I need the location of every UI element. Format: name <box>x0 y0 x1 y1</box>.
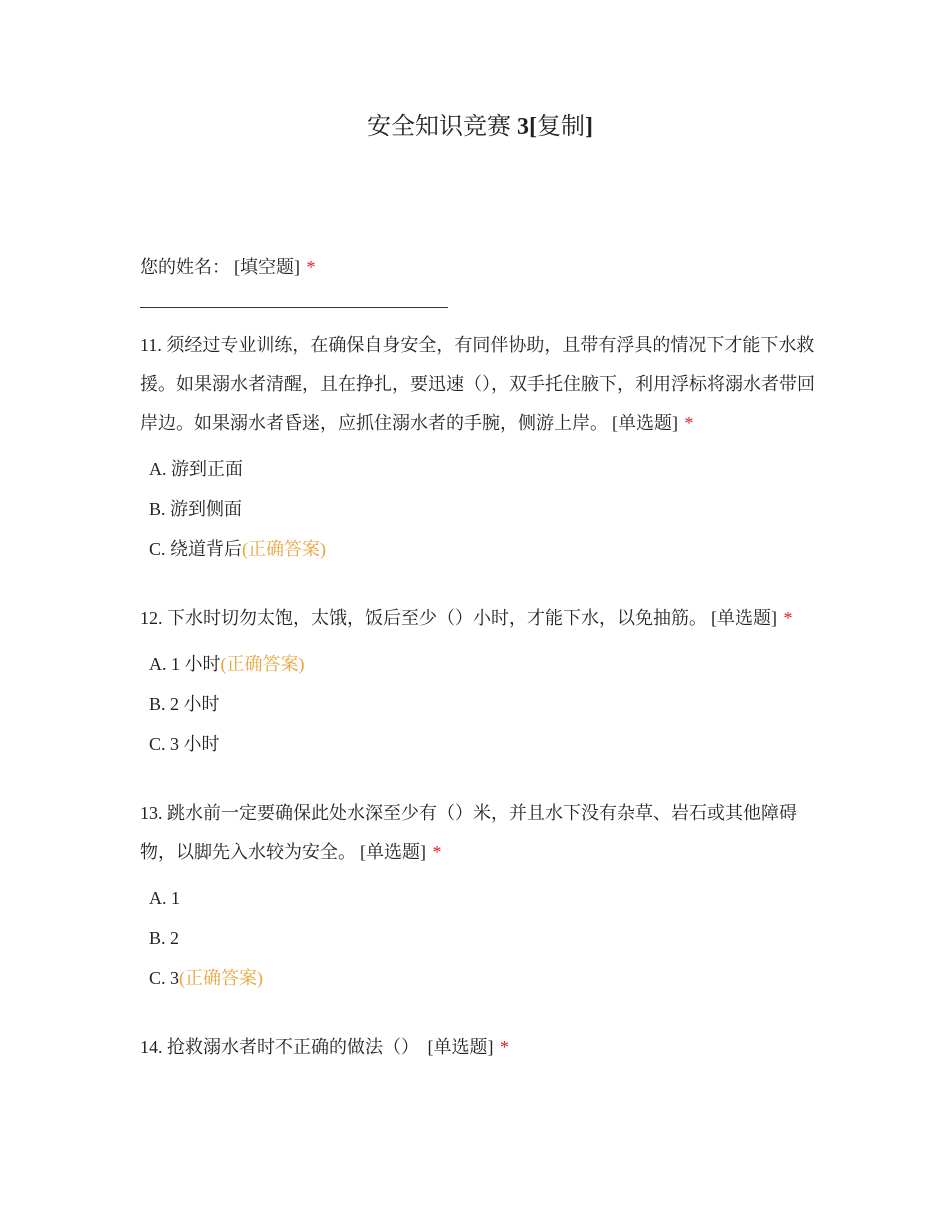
option-c[interactable] <box>149 958 815 998</box>
title-end: ] <box>585 114 593 140</box>
option-a[interactable] <box>149 449 815 489</box>
option-label: C. 3 小时 <box>149 734 220 754</box>
question-text <box>140 794 815 872</box>
option-b[interactable] <box>149 918 815 958</box>
option-c[interactable] <box>149 724 815 764</box>
name-question-text <box>140 248 815 287</box>
question-stem: 11. 须经过专业训练，在确保自身安全，有同伴协助，且带有浮具的情况下才能下水救援。如果溺水者清醒，且在挣扎，要迅速（），双手托住腋下，利用浮标将溺水者带回岸边。如果溺水者昏迷，应抓住溺水者的手腕，侧游上岸。 <box>140 335 815 433</box>
survey-content <box>140 248 815 1097</box>
correct-answer-note: (正确答案) <box>220 654 305 674</box>
name-input-line[interactable] <box>140 307 448 308</box>
question-text <box>140 1028 815 1067</box>
required-mark: * <box>500 1037 509 1057</box>
option-list <box>149 449 815 569</box>
required-mark: * <box>783 608 793 628</box>
required-mark: * <box>306 257 316 277</box>
option-label: B. 2 <box>149 928 180 948</box>
option-b[interactable] <box>149 684 815 724</box>
name-label: 您的姓名： <box>140 257 230 277</box>
required-mark: * <box>432 842 442 862</box>
question-13 <box>140 794 815 998</box>
option-label: B. 游到侧面 <box>149 499 243 519</box>
question-text <box>140 326 815 443</box>
question-type-tag: [单选题] <box>711 608 777 628</box>
option-list <box>149 878 815 998</box>
option-label: A. 1 小时 <box>149 654 221 674</box>
correct-answer-note: (正确答案) <box>242 539 327 559</box>
option-c[interactable] <box>149 529 815 569</box>
question-14 <box>140 1028 815 1067</box>
option-label: B. 2 小时 <box>149 694 220 714</box>
option-a[interactable] <box>149 878 815 918</box>
question-type-tag: [单选题] <box>427 1037 494 1057</box>
question-11 <box>140 326 815 569</box>
name-question <box>140 248 815 308</box>
option-label: C. 3 <box>149 968 180 988</box>
option-label: A. 1 <box>149 888 180 908</box>
question-type-tag: [单选题] <box>360 842 426 862</box>
option-b[interactable] <box>149 489 815 529</box>
question-stem: 13. 跳水前一定要确保此处水深至少有（）米，并且水下没有杂草、岩石或其他障碍物，以脚先入水较为安全。 <box>140 803 797 862</box>
title-number: 3[ <box>517 114 537 140</box>
option-label: A. 游到正面 <box>149 459 243 479</box>
title-copy: 复制 <box>537 114 585 140</box>
option-a[interactable] <box>149 644 815 684</box>
correct-answer-note: (正确答案) <box>179 968 264 988</box>
question-stem: 14. 抢救溺水者时不正确的做法（） <box>140 1037 419 1057</box>
option-label: C. 绕道背后 <box>149 539 243 559</box>
question-type-tag: [单选题] <box>612 413 678 433</box>
survey-title <box>0 112 950 142</box>
required-mark: * <box>684 413 694 433</box>
question-text <box>140 599 815 638</box>
question-12 <box>140 599 815 764</box>
title-main: 安全知识竞赛 <box>367 114 511 140</box>
option-list <box>149 644 815 764</box>
question-stem: 12. 下水时切勿太饱，太饿，饭后至少（）小时，才能下水，以免抽筋。 <box>140 608 707 628</box>
question-type-tag: [填空题] <box>234 257 300 277</box>
